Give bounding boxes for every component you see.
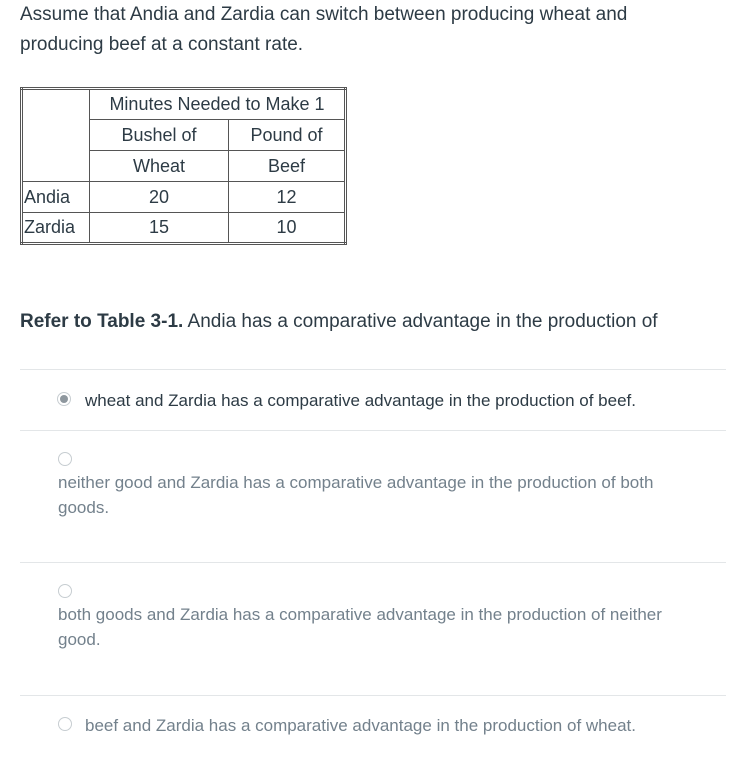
question-stem: Andia has a comparative advantage in the production of [183,311,658,332]
country-cell: Andia [22,182,90,213]
divider [20,369,726,370]
answer-radio-1[interactable] [57,392,71,406]
answer-radio-2[interactable] [58,452,72,466]
divider [20,695,726,696]
table-3-1 [20,87,347,245]
answer-radio-4[interactable] [58,717,72,731]
divider [20,562,726,563]
beef-cell: 10 [229,213,346,244]
wheat-cell: 15 [90,213,229,244]
answer-label-2[interactable]: neither good and Zardia has a comparative advantage in the production of both goods. [58,473,654,517]
answer-label-4[interactable]: beef and Zardia has a comparative advantage in the production of wheat. [85,716,636,735]
table-header: Minutes Needed to Make 1 [90,89,346,120]
wheat-header-line1: Bushel of [90,120,229,151]
beef-header-line1: Pound of [229,120,346,151]
wheat-cell: 20 [90,182,229,213]
answer-label-1[interactable]: wheat and Zardia has a comparative advantage in the production of beef. [85,391,636,410]
divider [20,430,726,431]
question-intro: Assume that Andia and Zardia can switch between producing wheat and producing beef at a constant rate. [20,4,628,55]
empty-corner-cell [22,89,90,182]
answer-label-3[interactable]: both goods and Zardia has a comparative advantage in the production of neither good. [58,605,662,649]
beef-cell: 12 [229,182,346,213]
table-row [22,182,346,213]
country-cell: Zardia [22,213,90,244]
table-reference: Refer to Table 3-1. [20,311,184,332]
table-row [22,213,346,244]
question-text [20,311,658,333]
answer-radio-3[interactable] [58,584,72,598]
wheat-header-line2: Wheat [90,151,229,182]
beef-header-line2: Beef [229,151,346,182]
